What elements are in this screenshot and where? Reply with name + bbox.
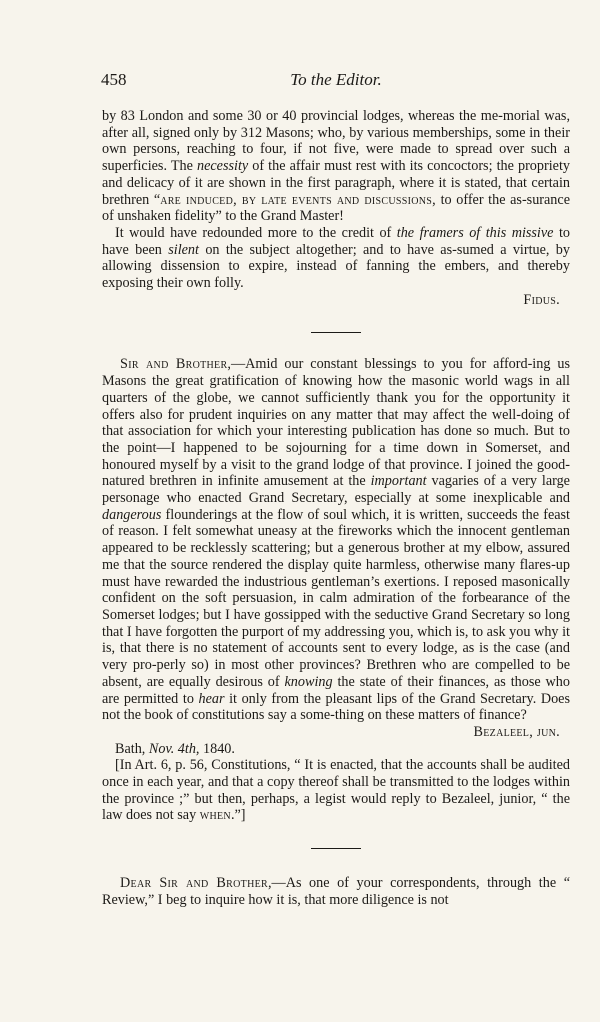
section-divider — [311, 848, 361, 849]
letter-2-signature: Bezaleel, jun. — [473, 723, 560, 740]
letter-1-paragraph-1: by 83 London and some 30 or 40 provincial lodges, whereas the me-morial was, after all, signed only by 312 Masons; who, by various memberships, some in their own persons, reaching to four, if not five, were made to spread over such a superficies. The necessity of the affair must rest with its concoctors; the propriety and delicacy of it are shown in the first paragraph, where it is stated, that certain brethren “are induced, by late events and discussions, to offer the as-surance of unshaken fidelity” to the Grand Master! — [102, 108, 570, 225]
section-divider — [311, 332, 361, 333]
letter-2-dateline: Bath, Nov. 4th, 1840. — [115, 740, 235, 757]
page-number: 458 — [101, 70, 127, 89]
letter-2-salutation: Sir and Brother — [120, 356, 228, 373]
running-title: To the Editor. — [290, 70, 382, 89]
page-body — [102, 108, 570, 909]
letter-3-paragraph-1: Dear Sir and Brother,—As one of your correspondents, through the “ Review,” I beg to inquire how it is, that more diligence is not — [102, 875, 570, 908]
editor-note: [In Art. 6, p. 56, Constitutions, “ It is enacted, that the accounts shall be audited once in each year, and that a copy thereof shall be transmitted to the lodges within the province ;” but then, perhaps, a legist would reply to Bezaleel, junior, “ the law does not say when.”] — [102, 757, 570, 824]
page-header — [101, 70, 571, 92]
letter-1-paragraph-2: It would have redounded more to the credit of the framers of this missive to have been silent on the subject altogether; and to have as-sumed a virtue, by allowing dissension to expire, instead of fanning the embers, and thereby exposing their own folly. — [102, 224, 570, 292]
letter-3-salutation: Dear Sir and Brother — [120, 875, 268, 892]
letter-2-paragraph-1: Sir and Brother,—Amid our constant blessings to you for afford-ing us Masons the great gratification of knowing how the masonic world wags in all quarters of the globe, we cannot sufficiently thank you for the opportunity it offers also for prudent inquiries on any matter that may affect the well-doing of that association for which your interesting publication has done so much. But to the point—I happened to be sojourning for a time down in Somerset, and honoured myself by a visit to the grand lodge of that province. I joined the good-natured brethren in infinite amusement at the important vagaries of a very large personage who enacted Grand Secretary, especially at some inexplicable and dangerous flounderings at the flow of soul which, it is written, succeeds the feast of reason. I felt somewhat uneasy at the fireworks which the innocent gentleman appeared to be recklessly scattering; but a generous brother at my elbow, assured me that the source rendered the display quite harmless, otherwise many flares-up must have rewarded the industrious gentleman’s exertions. I reposed masonically confident on the soft persuasion, in calm admiration of the forbearance of the Somerset lodges; but I have gossipped with the seductive Grand Secretary so long that I have forgotten the purport of my addressing you, which is, to ask you why it is, that there is no statement of accounts sent to every lodge, as is the case (and very pro-perly so) in most other provinces? Brethren who are compelled to be absent, are equally desirous of knowing the state of their finances, as those who are permitted to hear it only from the pleasant lips of the Grand Secretary. Does not the book of constitutions say a some-thing on these matters of finance? — [102, 356, 570, 724]
letter-1-signature: Fidus. — [523, 291, 560, 308]
